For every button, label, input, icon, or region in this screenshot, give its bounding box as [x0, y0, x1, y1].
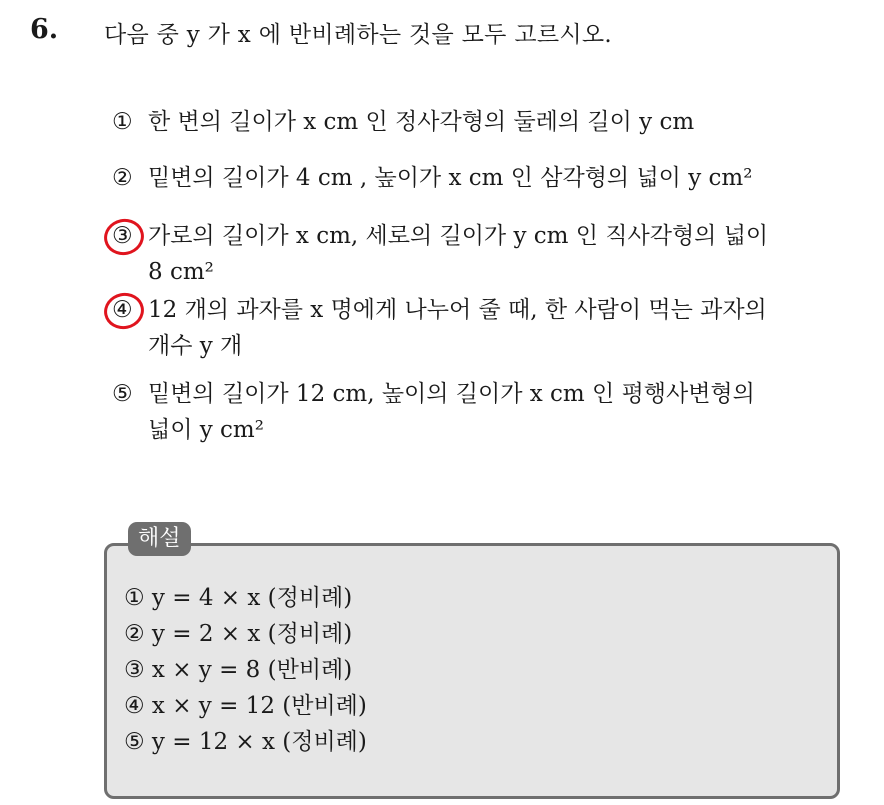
explanation-tab: 해설 [128, 522, 191, 556]
choice-mark: ⑤ [112, 381, 133, 407]
choice-5[interactable] [112, 376, 755, 448]
choice-3[interactable] [112, 218, 768, 290]
choice-text-continued: 넓이 y cm² [148, 417, 264, 443]
choice-text: 밑변의 길이가 12 cm, 높이의 길이가 x cm 인 평행사변형의 [148, 381, 755, 407]
choice-mark: ④ [112, 297, 133, 323]
choice-text: 12 개의 과자를 x 명에게 나누어 줄 때, 한 사람이 먹는 과자의 [148, 297, 767, 323]
choice-4[interactable] [112, 292, 767, 364]
choice-text-continued: 8 cm² [148, 259, 214, 285]
choice-text: 밑변의 길이가 4 cm , 높이가 x cm 인 삼각형의 넓이 y cm² [148, 165, 753, 191]
question-text: 다음 중 y 가 x 에 반비례하는 것을 모두 고르시오. [104, 22, 612, 48]
explanation-line: ② y = 2 × x (정비례) [124, 621, 353, 647]
choice-text-continued: 개수 y 개 [148, 333, 243, 359]
choice-1[interactable] [112, 104, 694, 140]
choice-mark: ③ [112, 223, 133, 249]
explanation-lines [124, 580, 367, 760]
choice-text: 가로의 길이가 x cm, 세로의 길이가 y cm 인 직사각형의 넓이 [148, 223, 769, 249]
choice-mark: ① [112, 109, 133, 135]
choice-2[interactable] [112, 160, 752, 196]
explanation-line: ③ x × y = 8 (반비례) [124, 657, 353, 683]
explanation-line: ④ x × y = 12 (반비례) [124, 693, 367, 719]
explanation-line: ① y = 4 × x (정비례) [124, 585, 353, 611]
explanation-line: ⑤ y = 12 × x (정비례) [124, 729, 367, 755]
choice-mark: ② [112, 165, 133, 191]
question-number: 6. [30, 14, 59, 45]
choice-text: 한 변의 길이가 x cm 인 정사각형의 둘레의 길이 y cm [148, 109, 695, 135]
